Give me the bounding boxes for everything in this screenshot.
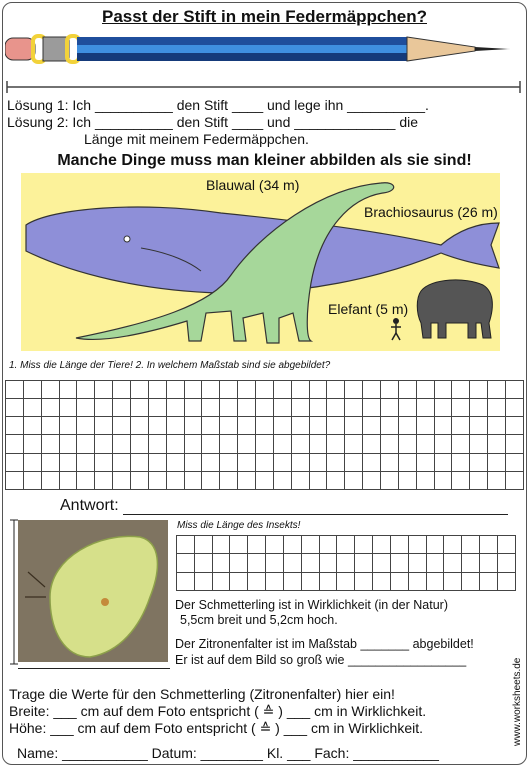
grid-cell[interactable]	[148, 453, 166, 471]
grid-cell[interactable]	[345, 435, 363, 453]
grid-cell[interactable]	[434, 417, 452, 435]
grid-cell[interactable]	[283, 536, 301, 554]
grid-cell[interactable]	[381, 435, 399, 453]
grid-cell[interactable]	[194, 536, 212, 554]
grid-cell[interactable]	[488, 471, 506, 489]
label-blauwal: Blauwal (34 m)	[206, 177, 300, 193]
grid-cell[interactable]	[291, 399, 309, 417]
grid-cell[interactable]	[6, 381, 24, 399]
grid-cell[interactable]	[390, 536, 408, 554]
grid-cell[interactable]	[148, 381, 166, 399]
page-title: Passt der Stift in mein Federmäppchen?	[102, 7, 427, 26]
grid-cell[interactable]	[248, 554, 266, 572]
grid-row	[6, 471, 524, 489]
measure-line	[5, 80, 525, 94]
grid-cell[interactable]	[319, 572, 337, 590]
solution-1: Lösung 1: Ich __________ den Stift ____ und lege ihn __________.	[7, 97, 429, 113]
grid-cell[interactable]	[381, 453, 399, 471]
grid-row	[6, 381, 524, 399]
grid-cell[interactable]	[23, 399, 41, 417]
grid-cell[interactable]	[273, 399, 291, 417]
grid-cell[interactable]	[230, 536, 248, 554]
grid-cell[interactable]	[95, 417, 113, 435]
grid-cell[interactable]	[230, 554, 248, 572]
label-elefant: Elefant (5 m)	[328, 301, 409, 317]
grid-cell[interactable]	[184, 471, 202, 489]
grid-cell[interactable]	[381, 399, 399, 417]
grid-cell[interactable]	[220, 453, 238, 471]
grid-cell[interactable]	[488, 399, 506, 417]
grid-cell[interactable]	[6, 435, 24, 453]
grid-cell[interactable]	[363, 417, 381, 435]
grid-cell[interactable]	[230, 572, 248, 590]
zitron-text-2: Er ist auf dem Bild so groß wie _________________	[175, 653, 467, 667]
grid-cell[interactable]	[202, 471, 220, 489]
grid-cell[interactable]	[381, 417, 399, 435]
grid-cell[interactable]	[355, 572, 373, 590]
grid-cell[interactable]	[363, 435, 381, 453]
grid-cell[interactable]	[434, 435, 452, 453]
footer-fields: Name: ___________ Datum: ________ Kl. ___ Fach: ___________	[17, 745, 439, 761]
grid-cell[interactable]	[398, 453, 416, 471]
grid-cell[interactable]	[77, 399, 95, 417]
grid-cell[interactable]	[41, 435, 59, 453]
task-1: 1. Miss die Länge der Tiere! 2. In welchem Maßstab sind sie abgebildet?	[9, 360, 331, 371]
grid-cell[interactable]	[202, 399, 220, 417]
grid-cell[interactable]	[408, 554, 426, 572]
grid-cell[interactable]	[309, 435, 327, 453]
grid-cell[interactable]	[416, 399, 434, 417]
answer-label: Antwort:	[60, 497, 119, 514]
grid-cell[interactable]	[59, 471, 77, 489]
section-subtitle: Manche Dinge muss man kleiner abbilden als sie sind!	[57, 152, 472, 169]
grid-cell[interactable]	[77, 417, 95, 435]
grid-cell[interactable]	[212, 572, 230, 590]
grid-cell[interactable]	[212, 536, 230, 554]
grid-cell[interactable]	[390, 572, 408, 590]
grid-cell[interactable]	[506, 435, 524, 453]
grid-cell[interactable]	[59, 417, 77, 435]
grid-cell[interactable]	[488, 453, 506, 471]
grid-cell[interactable]	[398, 381, 416, 399]
grid-cell[interactable]	[273, 453, 291, 471]
butterfly-text-2: 5,5cm breit und 5,2cm hoch.	[180, 613, 338, 627]
grid-cell[interactable]	[202, 453, 220, 471]
grid-cell[interactable]	[220, 381, 238, 399]
grid-cell[interactable]	[77, 381, 95, 399]
grid-cell[interactable]	[309, 471, 327, 489]
grid-cell[interactable]	[95, 453, 113, 471]
grid-cell[interactable]	[131, 417, 149, 435]
grid-cell[interactable]	[220, 435, 238, 453]
grid-cell[interactable]	[283, 572, 301, 590]
grid-cell[interactable]	[462, 554, 480, 572]
grid-cell[interactable]	[238, 471, 256, 489]
grid-cell[interactable]	[184, 453, 202, 471]
grid-cell[interactable]	[291, 471, 309, 489]
grid-cell[interactable]	[434, 471, 452, 489]
grid-cell[interactable]	[256, 381, 274, 399]
grid-row	[6, 399, 524, 417]
label-brachiosaurus: Brachiosaurus (26 m)	[364, 204, 498, 220]
grid-cell[interactable]	[373, 572, 391, 590]
grid-row	[177, 572, 516, 590]
solution-2-cont: Länge mit meinem Federmäppchen.	[84, 131, 309, 147]
grid-cell[interactable]	[41, 471, 59, 489]
grid-cell[interactable]	[113, 399, 131, 417]
grid-cell[interactable]	[166, 399, 184, 417]
grid-cell[interactable]	[291, 381, 309, 399]
grid-cell[interactable]	[416, 471, 434, 489]
grid-cell[interactable]	[309, 381, 327, 399]
grid-cell[interactable]	[408, 536, 426, 554]
grid-cell[interactable]	[426, 572, 444, 590]
grid-cell[interactable]	[166, 435, 184, 453]
grid-cell[interactable]	[41, 453, 59, 471]
grid-cell[interactable]	[363, 453, 381, 471]
grid-cell[interactable]	[390, 554, 408, 572]
grid-cell[interactable]	[256, 471, 274, 489]
grid-cell[interactable]	[319, 536, 337, 554]
answer-line[interactable]	[123, 514, 508, 515]
grid-cell[interactable]	[452, 381, 470, 399]
grid-cell[interactable]	[6, 417, 24, 435]
grid-cell[interactable]	[166, 453, 184, 471]
grid-cell[interactable]	[131, 381, 149, 399]
grid-cell[interactable]	[398, 399, 416, 417]
grid-cell[interactable]	[470, 399, 488, 417]
grid-cell[interactable]	[488, 381, 506, 399]
grid-cell[interactable]	[148, 399, 166, 417]
grid-cell[interactable]	[301, 572, 319, 590]
grid-cell[interactable]	[41, 399, 59, 417]
grid-cell[interactable]	[148, 471, 166, 489]
grid-cell[interactable]	[273, 417, 291, 435]
grid-cell[interactable]	[309, 453, 327, 471]
grid-cell[interactable]	[256, 417, 274, 435]
grid-cell[interactable]	[506, 381, 524, 399]
grid-cell[interactable]	[148, 417, 166, 435]
breite-line: Breite: ___ cm auf dem Foto entspricht ( ≙ ) ___ cm in Wirklichkeit.	[9, 703, 427, 719]
grid-cell[interactable]	[238, 399, 256, 417]
grid-cell[interactable]	[256, 399, 274, 417]
grid-cell[interactable]	[470, 417, 488, 435]
grid-cell[interactable]	[23, 435, 41, 453]
grid-cell[interactable]	[291, 453, 309, 471]
grid-cell[interactable]	[266, 572, 284, 590]
grid-cell[interactable]	[309, 399, 327, 417]
grid-cell[interactable]	[238, 435, 256, 453]
grid-cell[interactable]	[373, 554, 391, 572]
watermark: www.worksheets.de	[512, 657, 523, 746]
grid-cell[interactable]	[202, 417, 220, 435]
butterfly-text-1: Der Schmetterling ist in Wirklichkeit (in der Natur)	[175, 598, 448, 612]
grid-cell[interactable]	[488, 435, 506, 453]
grid-cell[interactable]	[256, 435, 274, 453]
grid-cell[interactable]	[184, 381, 202, 399]
grid-cell[interactable]	[184, 435, 202, 453]
grid-cell[interactable]	[59, 435, 77, 453]
grid-cell[interactable]	[77, 471, 95, 489]
grid-cell[interactable]	[131, 453, 149, 471]
grid-cell[interactable]	[345, 471, 363, 489]
grid-cell[interactable]	[166, 417, 184, 435]
grid-cell[interactable]	[381, 471, 399, 489]
grid-row	[6, 453, 524, 471]
grid-cell[interactable]	[345, 417, 363, 435]
grid-cell[interactable]	[480, 536, 498, 554]
grid-cell[interactable]	[202, 381, 220, 399]
grid-cell[interactable]	[480, 554, 498, 572]
grid-cell[interactable]	[381, 381, 399, 399]
grid-cell[interactable]	[77, 435, 95, 453]
grid-cell[interactable]	[363, 381, 381, 399]
grid-cell[interactable]	[59, 453, 77, 471]
grid-cell[interactable]	[177, 554, 195, 572]
grid-cell[interactable]	[131, 471, 149, 489]
grid-cell[interactable]	[327, 399, 345, 417]
grid-cell[interactable]	[266, 536, 284, 554]
grid-cell[interactable]	[497, 572, 515, 590]
grid-cell[interactable]	[273, 435, 291, 453]
grid-cell[interactable]	[462, 536, 480, 554]
instruction-trage: Trage die Werte für den Schmetterling (Zitronenfalter) hier ein!	[9, 686, 395, 702]
grid-row	[6, 417, 524, 435]
grid-cell[interactable]	[131, 435, 149, 453]
grid-cell[interactable]	[273, 471, 291, 489]
grid-cell[interactable]	[59, 399, 77, 417]
grid-row	[6, 435, 524, 453]
insect-task: Miss die Länge des Insekts!	[177, 520, 301, 531]
grid-cell[interactable]	[220, 471, 238, 489]
grid-cell[interactable]	[319, 554, 337, 572]
grid-cell[interactable]	[220, 417, 238, 435]
grid-cell[interactable]	[184, 399, 202, 417]
grid-cell[interactable]	[95, 471, 113, 489]
grid-cell[interactable]	[398, 417, 416, 435]
grid-cell[interactable]	[470, 453, 488, 471]
photo-width-line	[18, 668, 170, 669]
grid-cell[interactable]	[301, 536, 319, 554]
grid-cell[interactable]	[506, 399, 524, 417]
grid-cell[interactable]	[148, 435, 166, 453]
grid-cell[interactable]	[23, 453, 41, 471]
grid-cell[interactable]	[202, 435, 220, 453]
grid-cell[interactable]	[434, 453, 452, 471]
grid-cell[interactable]	[444, 554, 462, 572]
grid-cell[interactable]	[398, 435, 416, 453]
grid-cell[interactable]	[266, 554, 284, 572]
grid-cell[interactable]	[212, 554, 230, 572]
grid-cell[interactable]	[273, 381, 291, 399]
grid-cell[interactable]	[113, 381, 131, 399]
grid-cell[interactable]	[327, 417, 345, 435]
grid-cell[interactable]	[6, 399, 24, 417]
grid-cell[interactable]	[23, 417, 41, 435]
grid-row	[177, 554, 516, 572]
grid-cell[interactable]	[355, 554, 373, 572]
grid-cell[interactable]	[238, 453, 256, 471]
grid-cell[interactable]	[345, 453, 363, 471]
grid-cell[interactable]	[497, 536, 515, 554]
grid-cell[interactable]	[248, 536, 266, 554]
grid-cell[interactable]	[444, 572, 462, 590]
grid-cell[interactable]	[291, 417, 309, 435]
grid-cell[interactable]	[416, 453, 434, 471]
grid-cell[interactable]	[327, 435, 345, 453]
measurement-grid	[5, 380, 524, 490]
grid-cell[interactable]	[23, 381, 41, 399]
grid-cell[interactable]	[166, 471, 184, 489]
grid-cell[interactable]	[327, 453, 345, 471]
grid-cell[interactable]	[248, 572, 266, 590]
grid-cell[interactable]	[301, 554, 319, 572]
grid-cell[interactable]	[59, 381, 77, 399]
grid-cell[interactable]	[416, 381, 434, 399]
grid-cell[interactable]	[177, 536, 195, 554]
grid-cell[interactable]	[220, 399, 238, 417]
grid-cell[interactable]	[41, 381, 59, 399]
grid-cell[interactable]	[283, 554, 301, 572]
grid-cell[interactable]	[426, 554, 444, 572]
grid-cell[interactable]	[327, 381, 345, 399]
grid-cell[interactable]	[337, 572, 355, 590]
grid-cell[interactable]	[131, 399, 149, 417]
solution-2: Lösung 2: Ich __________ den Stift ____ und _____________ die	[7, 114, 419, 130]
grid-cell[interactable]	[309, 417, 327, 435]
grid-cell[interactable]	[470, 435, 488, 453]
grid-cell[interactable]	[444, 536, 462, 554]
grid-cell[interactable]	[480, 572, 498, 590]
grid-cell[interactable]	[452, 399, 470, 417]
grid-cell[interactable]	[426, 536, 444, 554]
animals-illustration	[21, 173, 500, 351]
grid-cell[interactable]	[95, 435, 113, 453]
grid-cell[interactable]	[452, 417, 470, 435]
zitron-text-1: Der Zitronenfalter ist im Maßstab _______ abgebildet!	[175, 637, 474, 651]
grid-cell[interactable]	[488, 417, 506, 435]
grid-cell[interactable]	[345, 381, 363, 399]
grid-cell[interactable]	[238, 381, 256, 399]
grid-cell[interactable]	[23, 471, 41, 489]
grid-cell[interactable]	[363, 399, 381, 417]
grid-row	[177, 536, 516, 554]
grid-cell[interactable]	[113, 417, 131, 435]
grid-cell[interactable]	[256, 453, 274, 471]
grid-cell[interactable]	[166, 381, 184, 399]
grid-cell[interactable]	[194, 572, 212, 590]
grid-cell[interactable]	[408, 572, 426, 590]
grid-cell[interactable]	[184, 417, 202, 435]
grid-cell[interactable]	[113, 471, 131, 489]
grid-cell[interactable]	[506, 471, 524, 489]
grid-cell[interactable]	[470, 471, 488, 489]
grid-cell[interactable]	[373, 536, 391, 554]
butterfly-photo	[10, 517, 170, 667]
grid-cell[interactable]	[6, 471, 24, 489]
grid-cell[interactable]	[95, 399, 113, 417]
grid-cell[interactable]	[398, 471, 416, 489]
grid-cell[interactable]	[416, 435, 434, 453]
grid-cell[interactable]	[337, 554, 355, 572]
grid-cell[interactable]	[363, 471, 381, 489]
grid-cell[interactable]	[434, 399, 452, 417]
grid-cell[interactable]	[452, 453, 470, 471]
grid-cell[interactable]	[6, 453, 24, 471]
grid-cell[interactable]	[113, 435, 131, 453]
insect-grid	[176, 535, 516, 591]
grid-cell[interactable]	[355, 536, 373, 554]
grid-cell[interactable]	[41, 417, 59, 435]
grid-cell[interactable]	[238, 417, 256, 435]
grid-cell[interactable]	[416, 417, 434, 435]
grid-cell[interactable]	[452, 471, 470, 489]
grid-cell[interactable]	[291, 435, 309, 453]
pencil-illustration	[5, 32, 520, 72]
grid-cell[interactable]	[177, 572, 195, 590]
grid-cell[interactable]	[345, 399, 363, 417]
grid-cell[interactable]	[497, 554, 515, 572]
grid-cell[interactable]	[327, 471, 345, 489]
grid-cell[interactable]	[470, 381, 488, 399]
grid-cell[interactable]	[506, 453, 524, 471]
grid-cell[interactable]	[462, 572, 480, 590]
hoehe-line: Höhe: ___ cm auf dem Foto entspricht ( ≙ ) ___ cm in Wirklichkeit.	[9, 720, 423, 736]
grid-cell[interactable]	[434, 381, 452, 399]
grid-cell[interactable]	[194, 554, 212, 572]
grid-cell[interactable]	[452, 435, 470, 453]
grid-cell[interactable]	[95, 381, 113, 399]
grid-cell[interactable]	[77, 453, 95, 471]
grid-cell[interactable]	[506, 417, 524, 435]
grid-cell[interactable]	[113, 453, 131, 471]
grid-cell[interactable]	[337, 536, 355, 554]
